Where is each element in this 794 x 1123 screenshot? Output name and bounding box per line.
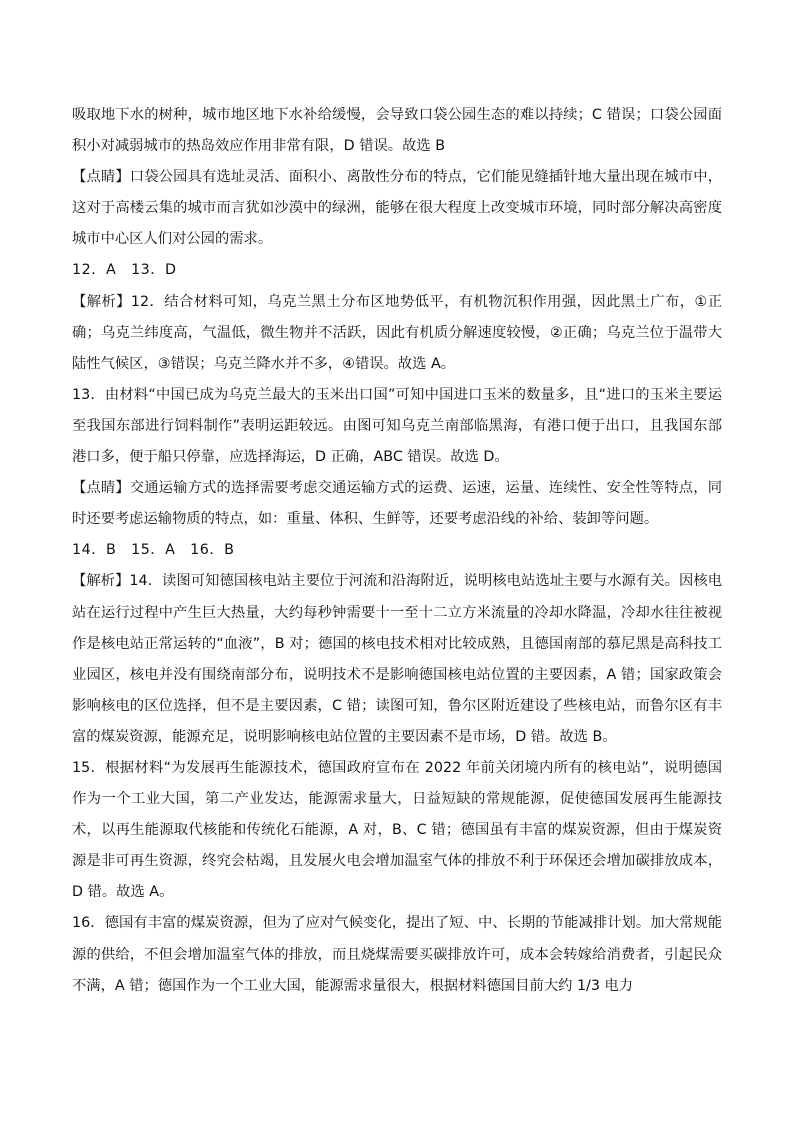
paragraph-transport-comment: 【点睛】交通运输方式的选择需要考虑交通运输方式的运费、运速，运量、连续性、安全性等特点，同时还要考虑运输物质的特点，如：重量、体积、生鲜等，还要考虑沿线的补给、装卸等问题。 [72,480,722,528]
paragraph-pocket-park-comment: 【点睛】口袋公园具有选址灵活、面积小、离散性分布的特点，它们能见缝插针地大量出现在城市中，这对于高楼云集的城市而言犹如沙漠中的绿洲，能够在很大程度上改变城市环境，同时部分解决高密度城市中心区人们对公园的需求。 [72,169,722,248]
answers-14-16: 14．B 15．A 16．B [72,542,235,559]
paragraph-analysis-16: 16．德国有丰富的煤炭资源，但为了应对气候变化，提出了短、中、长期的节能减排计划。加大常规能源的供给，不但会增加温室气体的排放，而且烧煤需要买碳排放许可，成本会转嫁给消费者，引起民众不满，A 错；德国作为一个工业大国，能源需求量很大，根据材料德国目前大约 1/3 电力 [72,915,722,994]
paragraph-analysis-15: 15．根据材料“为发展再生能源技术，德国政府宣布在 2022 年前关闭境内所有的核电站”，说明德国作为一个工业大国，第二产业发达，能源需求量大，日益短缺的常规能源，促使德国发展再生能源技术，以再生能源取代核能和传统化石能源，A 对，B、C 错；德国虽有丰富的煤炭资源，但由于煤炭资源是非可再生资源，终究会枯竭，且发展火电会增加温室气体的排放不利于环保还会增加碳排放成本，D 错。故选 A。 [72,759,722,901]
answers-12-13: 12．A 13．D [72,262,177,279]
paragraph-analysis-12: 【解析】12．结合材料可知，乌克兰黑土分布区地势低平，有机物沉积作用强，因此黑土广布，①正确；乌克兰纬度高，气温低，微生物并不活跃，因此有机质分解速度较慢，②正确；乌克兰位于温带大陆性气候区，③错误；乌克兰降水并不多，④错误。故选 A。 [72,293,722,372]
paragraph-analysis-13: 13．由材料“中国已成为乌克兰最大的玉米出口国”可知中国进口玉米的数量多，且“进口的玉米主要运至我国东部进行饲料制作”表明运距较远。由图可知乌克兰南部临黑海，有港口便于出口，且我国东部港口多，便于船只停靠，应选择海运，D 正确，ABC 错误。故选 D。 [72,386,722,466]
document-page [72,100,722,1002]
paragraph-analysis-14: 【解析】14．读图可知德国核电站主要位于河流和沿海附近，说明核电站选址主要与水源有关。因核电站在运行过程中产生巨大热量，大约每秒钟需要十一至十二立方米流量的冷却水降温，冷却水往往被视作是核电站正常运转的“血液”，B 对；德国的核电技术相对比较成熟，且德国南部的慕尼黑是高科技工业园区，核电并没有围绕南部分布，说明技术不是影响德国核电站位置的主要因素，A 错；国家政策会影响核电的区位选择，但不是主要因素，C 错；读图可知，鲁尔区附近建设了些核电站，而鲁尔区有丰富的煤炭资源，能源充足，说明影响核电站位置的主要因素不是市场，D 错。故选 B。 [72,573,722,745]
paragraph-pocket-park-analysis-end: 吸取地下水的树种，城市地区地下水补给缓慢，会导致口袋公园生态的难以持续；C 错误；口袋公园面积小对减弱城市的热岛效应作用非常有限，D 错误。故选 B [72,107,722,155]
